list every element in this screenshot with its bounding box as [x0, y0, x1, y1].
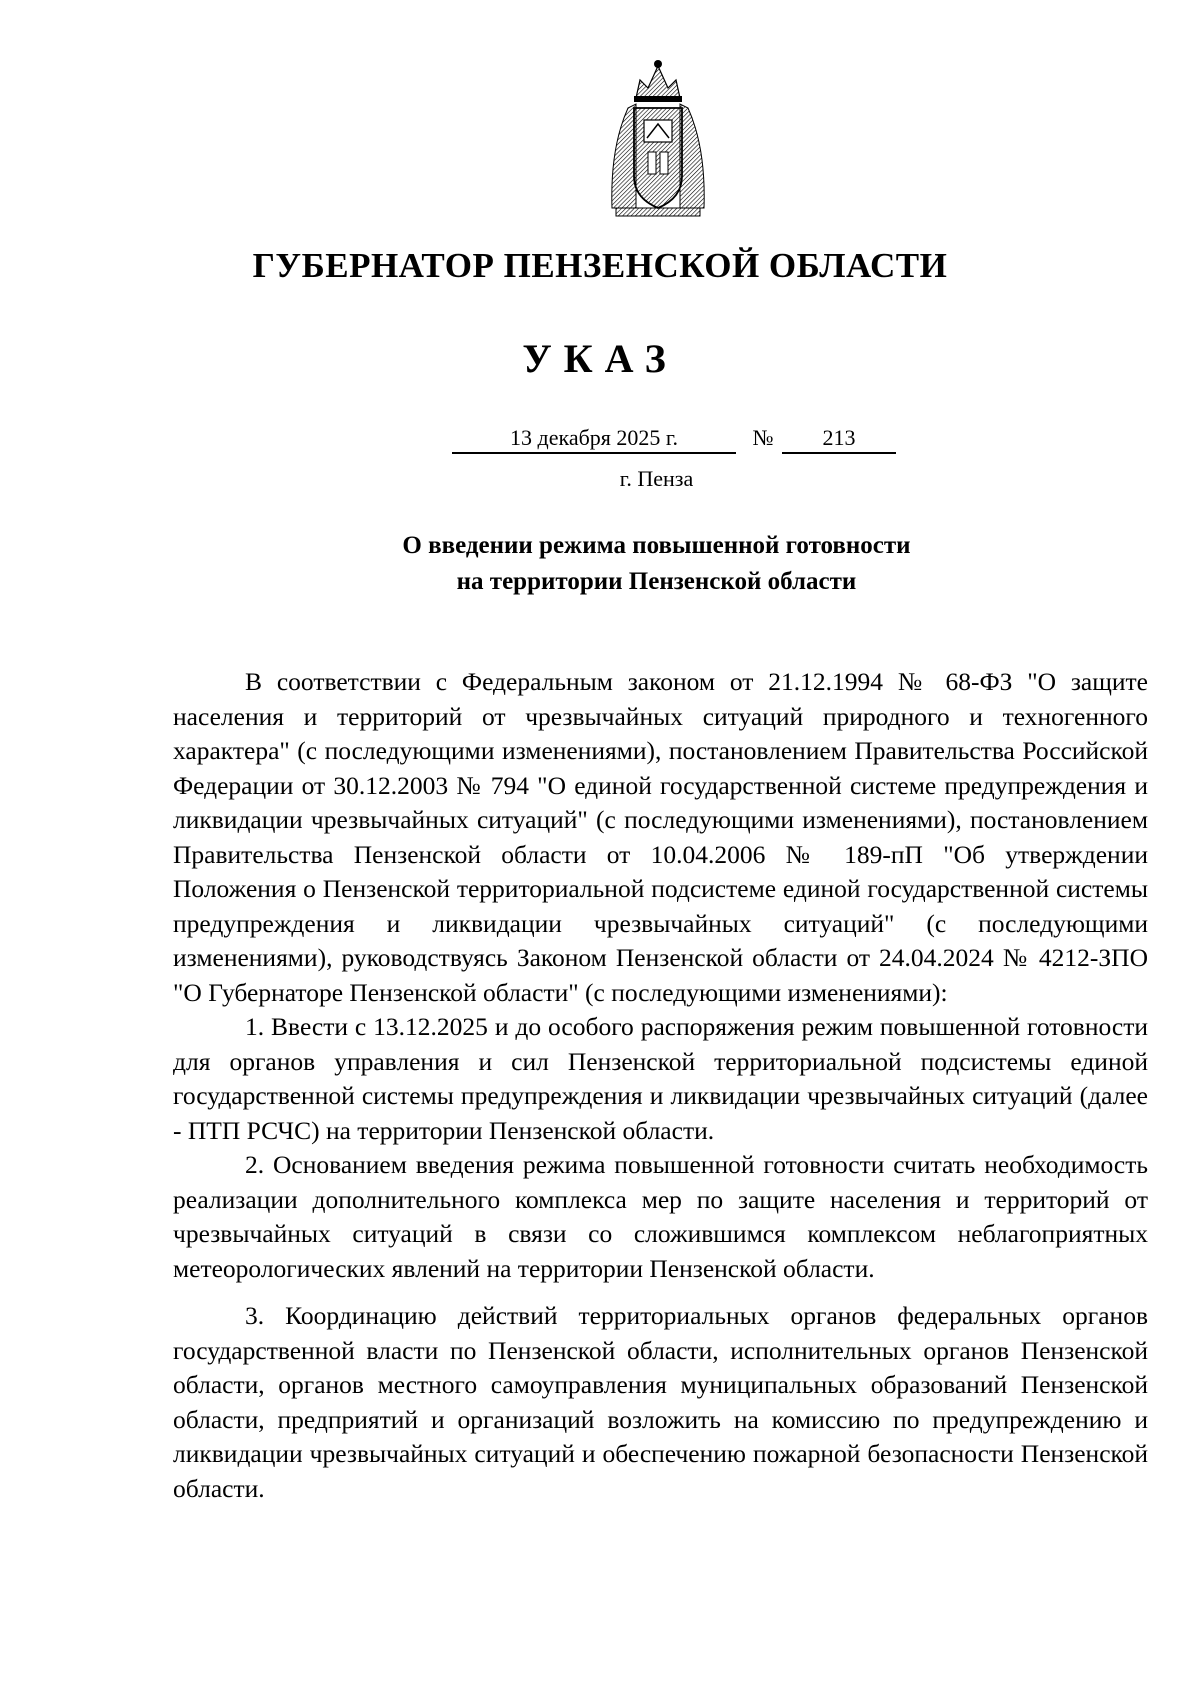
document-body: [173, 665, 1148, 1506]
subject-line-1: О введении режима повышенной готовности: [402, 532, 911, 559]
document-date: 13 декабря 2025 г.: [452, 424, 736, 454]
preamble-paragraph: В соответствии с Федеральным законом от 21.12.1994 № 68-ФЗ "О защите населения и территорий от чрезвычайных ситуаций природного и техногенного характера" (с последующими изменениями), постановлением Правительства Российской Федерации от 30.12.2003 № 794 "О единой государственной системе предупреждения и ликвидации чрезвычайных ситуаций" (с последующими изменениями), постановлением Правительства Пензенской области от 10.04.2006 № 189-пП "Об утверждении Положения о Пензенской территориальной подсистеме единой государственной системы предупреждения и ликвидации чрезвычайных ситуаций" (с последующими изменениями), руководствуясь Законом Пензенской области от 24.04.2024 № 4212-ЗПО "О Губернаторе Пензенской области" (с последующими изменениями):: [173, 667, 1148, 1007]
subject-line-2: на территории Пензенской области: [456, 568, 857, 595]
coat-of-arms-icon: [606, 58, 710, 218]
document-number: 213: [782, 424, 896, 454]
item-paragraph-2: 2. Основанием введения режима повышенной готовности считать необходимость реализации дополнительного комплекса мер по защите населения и территорий от чрезвычайных ситуаций в связи со сложившимся комплексом неблагоприятных метеорологических явлений на территории Пензенской области.: [173, 1150, 1148, 1283]
issuer-title: ГУБЕРНАТОР ПЕНЗЕНСКОЙ ОБЛАСТИ: [252, 246, 948, 285]
number-sign: №: [752, 425, 774, 450]
item-paragraph-3: 3. Координацию действий территориальных органов федеральных органов государственной власти по Пензенской области, исполнительных органов Пензенской области, органов местного самоуправления муниципальных образований Пензенской области, предприятий и организаций возложить на комиссию по предупреждению и ликвидации чрезвычайных ситуаций и обеспечению пожарной безопасности Пензенской области.: [173, 1301, 1148, 1503]
document-subject: [0, 528, 1200, 600]
item-paragraph-1: 1. Ввести с 13.12.2025 и до особого распоряжения режим повышенной готовности для органов управления и сил Пензенской территориальной подсистемы единой государственной системы предупреждения и ликвидации чрезвычайных ситуаций (далее - ПТП РСЧС) на территории Пензенской области.: [173, 1012, 1148, 1145]
document-type-title: УКАЗ: [522, 336, 678, 381]
document-city: г. Пенза: [619, 466, 694, 491]
